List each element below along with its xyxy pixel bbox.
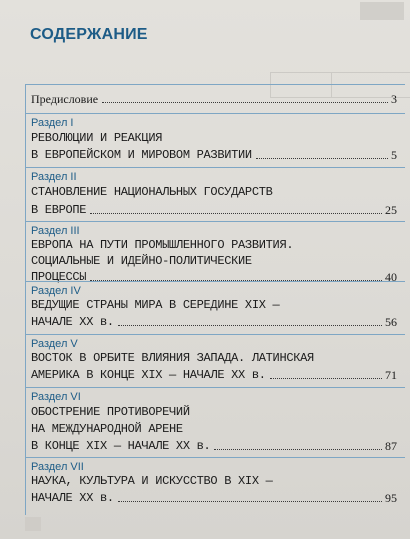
entry-title-line: ВОСТОК В ОРБИТЕ ВЛИЯНИЯ ЗАПАДА. ЛАТИНСКАЯ — [31, 351, 314, 365]
page-number: 3 — [391, 92, 397, 106]
entry-title-line: ЕВРОПА НА ПУТИ ПРОМЫШЛЕННОГО РАЗВИТИЯ. — [31, 238, 294, 252]
page-number: 71 — [385, 368, 397, 382]
entry-title-line: ОБОСТРЕНИЕ ПРОТИВОРЕЧИЙ — [31, 405, 190, 419]
toc-line — [31, 184, 397, 200]
page-number: 95 — [385, 491, 397, 505]
section-label: Раздел III — [31, 225, 80, 237]
page-number: 25 — [385, 203, 397, 217]
entry-title-line: ВЕДУЩИЕ СТРАНЫ МИРА В СЕРЕДИНЕ XIX — — [31, 298, 280, 312]
entry-title-line: НАУКА, КУЛЬТУРА И ИСКУССТВО В XIX — — [31, 474, 273, 488]
toc-line — [31, 253, 397, 269]
toc-line — [31, 438, 397, 454]
toc-entry-section-5[interactable] — [26, 334, 405, 388]
toc-line — [31, 202, 397, 218]
dot-leader — [118, 501, 382, 502]
toc-line — [31, 237, 397, 253]
page-number: 5 — [391, 148, 397, 162]
dot-leader — [102, 102, 388, 103]
page-title: СОДЕРЖАНИЕ — [30, 26, 148, 43]
entry-title-line: В КОНЦЕ XIX — НАЧАЛЕ XX в. — [31, 439, 211, 453]
table-of-contents — [25, 84, 405, 515]
scan-artifact — [25, 517, 41, 531]
section-label: Раздел I — [31, 117, 74, 129]
dot-leader — [270, 378, 382, 379]
toc-entry-section-1[interactable] — [26, 113, 405, 168]
toc-line — [31, 490, 397, 506]
toc-entry-section-6[interactable] — [26, 387, 405, 458]
toc-line — [31, 350, 397, 366]
page-number: 56 — [385, 315, 397, 329]
toc-entry-section-7[interactable] — [26, 457, 405, 516]
dot-leader — [214, 449, 382, 450]
entry-title-line: РЕВОЛЮЦИИ И РЕАКЦИЯ — [31, 131, 163, 145]
page-number: 40 — [385, 270, 397, 284]
scan-artifact — [360, 2, 404, 20]
entry-title-line: АМЕРИКА В КОНЦЕ XIX — НАЧАЛЕ XX в. — [31, 368, 266, 382]
toc-line — [31, 367, 397, 383]
toc-entry-section-2[interactable] — [26, 167, 405, 222]
toc-line — [31, 404, 397, 420]
section-label: Раздел VII — [31, 461, 84, 473]
toc-line — [31, 147, 397, 163]
section-label: Раздел VI — [31, 391, 81, 403]
toc-line — [31, 297, 397, 313]
toc-entry-section-3[interactable] — [26, 221, 405, 282]
dot-leader — [90, 213, 382, 214]
entry-title-line: В ЕВРОПЕ — [31, 203, 87, 217]
section-label: Раздел IV — [31, 285, 81, 297]
toc-line — [31, 473, 397, 489]
toc-line — [31, 421, 397, 437]
dot-leader — [256, 158, 388, 159]
entry-title-line: В ЕВРОПЕЙСКОМ И МИРОВОМ РАЗВИТИИ — [31, 148, 252, 162]
toc-line — [31, 91, 397, 107]
entry-title-line: НАЧАЛЕ XX в. — [31, 315, 114, 329]
entry-title-line: НАЧАЛЕ XX в. — [31, 491, 114, 505]
section-label: Раздел II — [31, 171, 77, 183]
dot-leader — [118, 325, 382, 326]
toc-entry-section-4[interactable] — [26, 281, 405, 335]
toc-entry-preface[interactable] — [26, 85, 405, 109]
entry-title-line: НА МЕЖДУНАРОДНОЙ АРЕНЕ — [31, 422, 183, 436]
entry-title: Предисловие — [31, 92, 99, 106]
toc-line — [31, 130, 397, 146]
entry-title-line: ПРОЦЕССЫ — [31, 270, 87, 284]
section-label: Раздел V — [31, 338, 78, 350]
entry-title-line: СТАНОВЛЕНИЕ НАЦИОНАЛЬНЫХ ГОСУДАРСТВ — [31, 185, 273, 199]
entry-title-line: СОЦИАЛЬНЫЕ И ИДЕЙНО-ПОЛИТИЧЕСКИЕ — [31, 254, 252, 268]
toc-line — [31, 314, 397, 330]
page-number: 87 — [385, 439, 397, 453]
